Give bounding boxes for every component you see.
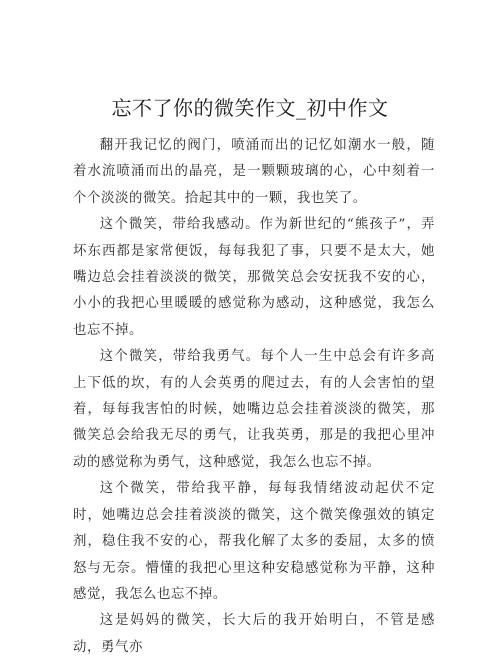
article-title: 忘不了你的微笑作文_初中作文 <box>111 96 389 120</box>
paragraph-2: 这个微笑，带给我感动。作为新世纪的“熊孩子”，弄坏东西都是家常便饭，每每我犯了事，只要不是太大，她嘴边总会挂着淡淡的微笑，那微笑总会安抚我不安的心，小小的我把心里暖暖的感觉称为感动，这种感觉，我怎么也忘不掉。 <box>73 217 435 338</box>
paragraph-3: 这个微笑，带给我勇气。每个人一生中总会有许多高上下低的坎，有的人会英勇的爬过去，有的人会害怕的望着，每每我害怕的时候，她嘴边总会挂着淡淡的微笑，那微笑总会给我无尽的勇气，让我英勇，那是的我把心里冲动的感觉称为勇气，这种感觉，我怎么也忘不掉。 <box>73 349 435 470</box>
article-body <box>73 133 435 661</box>
paragraph-5: 这是妈妈的微笑，长大后的我开始明白，不管是感动，勇气亦 <box>73 613 435 655</box>
paragraph-1: 翻开我记忆的阀门，喷涌而出的记忆如潮水一般，随着水流喷涌而出的晶亮，是一颗颗玻璃的心，心中刻着一个个淡淡的微笑。拾起其中的一颗，我也笑了。 <box>73 138 435 206</box>
paragraph-4: 这个微笑，带给我平静，每每我情绪波动起伏不定时，她嘴边总会挂着淡淡的微笑，这个微笑像强效的镇定剂，稳住我不安的心，帮我化解了太多的委屈，太多的愤怒与无奈。懵懂的我把心里这种安稳感觉称为平静，这种感觉，我怎么也忘不掉。 <box>73 481 435 602</box>
